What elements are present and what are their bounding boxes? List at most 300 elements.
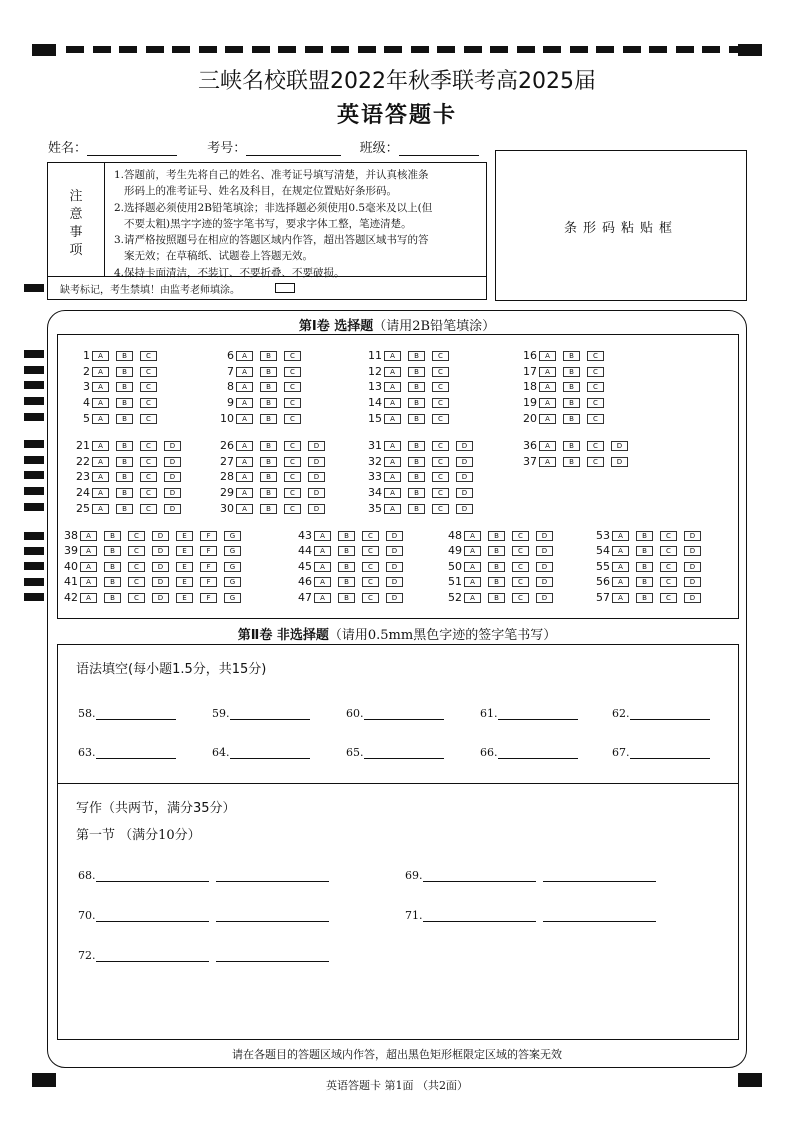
option-bubble[interactable]: C <box>587 441 604 451</box>
option-bubble[interactable]: G <box>224 593 241 603</box>
question-number: 51 <box>448 575 462 588</box>
option-bubble[interactable]: B <box>104 531 121 541</box>
option-bubble[interactable]: C <box>128 577 145 587</box>
option-bubble[interactable]: A <box>92 504 109 514</box>
blank-number: 58. <box>78 707 96 720</box>
grammar-blank <box>612 746 710 759</box>
option-bubble[interactable]: C <box>284 414 301 424</box>
question-number: 28 <box>220 470 234 483</box>
option-bubble[interactable]: D <box>164 488 181 498</box>
question-row <box>68 471 188 482</box>
option-bubble[interactable]: A <box>236 382 253 392</box>
option-bubble[interactable]: C <box>432 457 449 467</box>
answer-line[interactable] <box>630 748 710 759</box>
option-bubble[interactable]: D <box>684 577 701 587</box>
option-bubble[interactable]: B <box>563 367 580 377</box>
option-bubble[interactable]: A <box>92 367 109 377</box>
option-bubble[interactable]: C <box>660 593 677 603</box>
option-bubble[interactable]: C <box>587 351 604 361</box>
option-bubble[interactable]: D <box>684 531 701 541</box>
timing-dash <box>225 46 243 53</box>
option-bubble[interactable]: C <box>284 488 301 498</box>
option-bubble[interactable]: B <box>408 398 425 408</box>
option-bubble[interactable]: D <box>308 441 325 451</box>
option-bubble[interactable]: E <box>176 531 193 541</box>
option-bubble[interactable]: B <box>563 441 580 451</box>
option-bubble[interactable]: C <box>587 367 604 377</box>
option-bubble[interactable]: D <box>152 577 169 587</box>
timing-mark <box>24 284 44 292</box>
option-bubble[interactable]: A <box>384 488 401 498</box>
option-bubble[interactable]: C <box>432 414 449 424</box>
option-bubble[interactable]: A <box>236 441 253 451</box>
option-bubble[interactable]: C <box>362 577 379 587</box>
question-number: 27 <box>220 455 234 468</box>
question-number: 38 <box>64 529 78 542</box>
question-row <box>588 576 708 587</box>
option-bubble[interactable]: B <box>260 488 277 498</box>
option-bubble[interactable]: D <box>536 546 553 556</box>
option-bubble[interactable]: B <box>408 488 425 498</box>
option-bubble[interactable]: C <box>362 546 379 556</box>
option-bubble[interactable]: D <box>536 531 553 541</box>
option-bubble[interactable]: C <box>140 441 157 451</box>
option-bubble[interactable]: B <box>408 441 425 451</box>
option-bubble[interactable]: A <box>92 398 109 408</box>
option-bubble[interactable]: B <box>260 382 277 392</box>
option-bubble[interactable]: A <box>92 488 109 498</box>
option-bubble[interactable]: B <box>563 457 580 467</box>
answer-line[interactable] <box>230 709 310 720</box>
option-bubble[interactable]: D <box>386 593 403 603</box>
option-bubble[interactable]: C <box>432 382 449 392</box>
option-bubble[interactable]: A <box>384 504 401 514</box>
answer-line[interactable] <box>423 911 536 922</box>
option-bubble[interactable]: A <box>236 398 253 408</box>
option-bubble[interactable]: A <box>314 546 331 556</box>
option-bubble[interactable]: A <box>92 441 109 451</box>
option-bubble[interactable]: C <box>512 577 529 587</box>
option-bubble[interactable]: C <box>432 488 449 498</box>
option-bubble[interactable]: A <box>612 531 629 541</box>
option-bubble[interactable]: C <box>284 398 301 408</box>
option-bubble[interactable]: A <box>314 593 331 603</box>
timing-mark <box>24 562 44 570</box>
option-bubble[interactable]: B <box>260 504 277 514</box>
option-bubble[interactable]: C <box>284 367 301 377</box>
timing-mark <box>24 578 44 586</box>
answer-line[interactable] <box>96 748 176 759</box>
answer-line[interactable] <box>216 871 329 882</box>
option-bubble[interactable]: A <box>236 457 253 467</box>
option-bubble[interactable]: D <box>308 504 325 514</box>
option-bubble[interactable]: C <box>284 472 301 482</box>
option-bubble[interactable]: C <box>128 593 145 603</box>
option-bubble[interactable]: A <box>92 457 109 467</box>
question-row <box>515 366 611 377</box>
option-bubble[interactable]: B <box>116 488 133 498</box>
option-bubble[interactable]: A <box>539 351 556 361</box>
question-number: 52 <box>448 591 462 604</box>
notice-line: 1.答题前，考生先将自己的姓名、准考证号填写清楚，并认真核准条 <box>114 169 429 181</box>
missing-exam-checkbox[interactable] <box>275 283 295 293</box>
option-bubble[interactable]: A <box>539 441 556 451</box>
option-bubble[interactable]: A <box>539 457 556 467</box>
answer-line[interactable] <box>96 951 209 962</box>
timing-dash <box>358 46 376 53</box>
option-bubble[interactable]: A <box>92 472 109 482</box>
option-bubble[interactable]: C <box>284 382 301 392</box>
option-bubble[interactable]: D <box>456 472 473 482</box>
option-bubble[interactable]: C <box>432 351 449 361</box>
option-bubble[interactable]: A <box>314 577 331 587</box>
answer-line[interactable] <box>498 748 578 759</box>
option-bubble[interactable]: C <box>432 504 449 514</box>
option-bubble[interactable]: A <box>236 488 253 498</box>
timing-dash <box>384 46 402 53</box>
option-bubble[interactable]: A <box>384 398 401 408</box>
answer-line[interactable] <box>423 871 536 882</box>
option-bubble[interactable]: D <box>308 488 325 498</box>
option-bubble[interactable]: D <box>684 593 701 603</box>
option-bubble[interactable]: A <box>80 562 97 572</box>
option-bubble[interactable]: A <box>92 351 109 361</box>
option-bubble[interactable]: G <box>224 531 241 541</box>
option-bubble[interactable]: C <box>660 577 677 587</box>
option-bubble[interactable]: D <box>611 441 628 451</box>
option-bubble[interactable]: C <box>140 414 157 424</box>
option-bubble[interactable]: D <box>164 504 181 514</box>
option-bubble[interactable]: B <box>488 562 505 572</box>
timing-mark <box>24 471 44 479</box>
option-bubble[interactable]: C <box>660 562 677 572</box>
option-bubble[interactable]: B <box>260 367 277 377</box>
option-bubble[interactable]: A <box>314 562 331 572</box>
question-row <box>290 545 410 556</box>
option-bubble[interactable]: B <box>636 562 653 572</box>
option-bubble[interactable]: C <box>140 504 157 514</box>
option-bubble[interactable]: B <box>116 414 133 424</box>
option-bubble[interactable]: C <box>432 367 449 377</box>
blank-number: 72. <box>78 949 96 962</box>
option-bubble[interactable]: B <box>563 382 580 392</box>
option-bubble[interactable]: C <box>362 562 379 572</box>
option-bubble[interactable]: B <box>338 593 355 603</box>
option-bubble[interactable]: B <box>488 593 505 603</box>
option-bubble[interactable]: D <box>152 593 169 603</box>
timing-dash <box>93 46 111 53</box>
answer-line[interactable] <box>543 871 656 882</box>
option-bubble[interactable]: A <box>92 382 109 392</box>
option-bubble[interactable]: A <box>464 593 481 603</box>
option-bubble[interactable]: E <box>176 562 193 572</box>
option-bubble[interactable]: C <box>140 457 157 467</box>
option-bubble[interactable]: B <box>260 351 277 361</box>
question-row <box>360 503 480 514</box>
question-row <box>515 350 611 361</box>
option-bubble[interactable]: B <box>636 546 653 556</box>
option-bubble[interactable]: C <box>587 457 604 467</box>
option-bubble[interactable]: C <box>660 546 677 556</box>
timing-dash <box>676 46 694 53</box>
option-bubble[interactable]: D <box>164 457 181 467</box>
class-field[interactable] <box>399 141 479 156</box>
question-number: 29 <box>220 486 234 499</box>
answer-line[interactable] <box>630 709 710 720</box>
option-bubble[interactable]: B <box>636 577 653 587</box>
question-number: 21 <box>76 439 90 452</box>
option-bubble[interactable]: F <box>200 546 217 556</box>
option-bubble[interactable]: B <box>408 367 425 377</box>
option-bubble[interactable]: D <box>152 562 169 572</box>
option-bubble[interactable]: B <box>408 457 425 467</box>
question-number: 39 <box>64 544 78 557</box>
option-bubble[interactable]: C <box>284 457 301 467</box>
option-bubble[interactable]: G <box>224 562 241 572</box>
question-number: 13 <box>368 380 382 393</box>
option-bubble[interactable]: B <box>116 504 133 514</box>
option-bubble[interactable]: A <box>314 531 331 541</box>
blank-number: 64. <box>212 746 230 759</box>
option-bubble[interactable]: A <box>464 531 481 541</box>
question-number: 32 <box>368 455 382 468</box>
option-bubble[interactable]: C <box>140 488 157 498</box>
question-row <box>56 592 248 603</box>
question-number: 31 <box>368 439 382 452</box>
question-row <box>588 592 708 603</box>
option-bubble[interactable]: F <box>200 562 217 572</box>
option-bubble[interactable]: D <box>164 441 181 451</box>
question-row <box>515 397 611 408</box>
option-bubble[interactable]: B <box>408 382 425 392</box>
option-bubble[interactable]: E <box>176 593 193 603</box>
answer-line[interactable] <box>543 911 656 922</box>
option-bubble[interactable]: G <box>224 577 241 587</box>
option-bubble[interactable]: B <box>488 531 505 541</box>
option-bubble[interactable]: C <box>140 367 157 377</box>
option-bubble[interactable]: B <box>104 562 121 572</box>
option-bubble[interactable]: B <box>408 504 425 514</box>
question-row <box>212 366 308 377</box>
option-bubble[interactable]: B <box>563 398 580 408</box>
option-bubble[interactable]: B <box>260 398 277 408</box>
option-bubble[interactable]: B <box>116 398 133 408</box>
option-bubble[interactable]: D <box>152 531 169 541</box>
option-bubble[interactable]: A <box>384 351 401 361</box>
question-number: 26 <box>220 439 234 452</box>
option-bubble[interactable]: B <box>260 414 277 424</box>
option-bubble[interactable]: B <box>338 531 355 541</box>
option-bubble[interactable]: E <box>176 577 193 587</box>
timing-mark <box>24 487 44 495</box>
option-bubble[interactable]: B <box>116 472 133 482</box>
option-bubble[interactable]: C <box>362 593 379 603</box>
option-bubble[interactable]: C <box>362 531 379 541</box>
option-bubble[interactable]: C <box>140 398 157 408</box>
option-bubble[interactable]: E <box>176 546 193 556</box>
option-bubble[interactable]: B <box>260 472 277 482</box>
option-bubble[interactable]: A <box>464 562 481 572</box>
option-bubble[interactable]: B <box>116 382 133 392</box>
option-bubble[interactable]: C <box>660 531 677 541</box>
option-bubble[interactable]: C <box>140 351 157 361</box>
option-bubble[interactable]: C <box>284 441 301 451</box>
option-bubble[interactable]: D <box>456 441 473 451</box>
option-bubble[interactable]: B <box>563 351 580 361</box>
option-bubble[interactable]: A <box>612 562 629 572</box>
option-bubble[interactable]: B <box>104 546 121 556</box>
option-bubble[interactable]: C <box>587 382 604 392</box>
question-number: 8 <box>227 380 234 393</box>
option-bubble[interactable]: C <box>128 531 145 541</box>
option-bubble[interactable]: F <box>200 531 217 541</box>
option-bubble[interactable]: C <box>587 414 604 424</box>
option-bubble[interactable]: C <box>284 504 301 514</box>
option-bubble[interactable]: D <box>536 562 553 572</box>
question-row <box>515 456 635 467</box>
option-bubble[interactable]: A <box>539 398 556 408</box>
option-bubble[interactable]: A <box>464 546 481 556</box>
option-bubble[interactable]: D <box>164 472 181 482</box>
option-bubble[interactable]: G <box>224 546 241 556</box>
option-bubble[interactable]: D <box>456 457 473 467</box>
option-bubble[interactable]: C <box>432 441 449 451</box>
option-bubble[interactable]: B <box>116 441 133 451</box>
name-field[interactable] <box>87 141 177 156</box>
option-bubble[interactable]: B <box>104 577 121 587</box>
question-number: 33 <box>368 470 382 483</box>
question-number: 34 <box>368 486 382 499</box>
option-bubble[interactable]: D <box>386 577 403 587</box>
option-bubble[interactable]: A <box>80 546 97 556</box>
option-bubble[interactable]: C <box>128 562 145 572</box>
answer-line[interactable] <box>364 709 444 720</box>
option-bubble[interactable]: D <box>386 531 403 541</box>
answer-line[interactable] <box>96 871 209 882</box>
option-bubble[interactable]: B <box>408 351 425 361</box>
option-bubble[interactable]: A <box>384 441 401 451</box>
barcode-label: 条形码粘贴框 <box>563 221 678 236</box>
option-bubble[interactable]: D <box>386 562 403 572</box>
option-bubble[interactable]: B <box>636 593 653 603</box>
option-bubble[interactable]: D <box>308 472 325 482</box>
option-bubble[interactable]: D <box>386 546 403 556</box>
option-bubble[interactable]: A <box>384 414 401 424</box>
option-bubble[interactable]: B <box>488 577 505 587</box>
option-bubble[interactable]: A <box>384 457 401 467</box>
option-bubble[interactable]: D <box>152 546 169 556</box>
option-bubble[interactable]: C <box>140 472 157 482</box>
option-bubble[interactable]: C <box>587 398 604 408</box>
timing-dash <box>66 46 84 53</box>
option-bubble[interactable]: B <box>116 367 133 377</box>
option-bubble[interactable]: F <box>200 593 217 603</box>
option-bubble[interactable]: C <box>512 593 529 603</box>
answer-line[interactable] <box>96 911 209 922</box>
option-bubble[interactable]: B <box>488 546 505 556</box>
option-bubble[interactable]: A <box>384 367 401 377</box>
answer-line[interactable] <box>364 748 444 759</box>
option-bubble[interactable]: A <box>539 382 556 392</box>
option-bubble[interactable]: F <box>200 577 217 587</box>
option-bubble[interactable]: B <box>116 351 133 361</box>
option-bubble[interactable]: A <box>80 577 97 587</box>
option-bubble[interactable]: D <box>456 488 473 498</box>
question-row <box>440 530 560 541</box>
option-bubble[interactable]: A <box>612 546 629 556</box>
option-bubble[interactable]: D <box>684 562 701 572</box>
option-bubble[interactable]: D <box>308 457 325 467</box>
question-number: 16 <box>523 349 537 362</box>
timing-mark <box>24 440 44 448</box>
option-bubble[interactable]: C <box>512 562 529 572</box>
option-bubble[interactable]: A <box>612 593 629 603</box>
option-bubble[interactable]: B <box>338 562 355 572</box>
answer-line[interactable] <box>498 709 578 720</box>
question-number: 17 <box>523 365 537 378</box>
question-number: 5 <box>83 412 90 425</box>
option-bubble[interactable]: D <box>611 457 628 467</box>
question-number: 44 <box>298 544 312 557</box>
option-bubble[interactable]: B <box>116 457 133 467</box>
option-bubble[interactable]: B <box>104 593 121 603</box>
option-bubble[interactable]: A <box>236 472 253 482</box>
option-bubble[interactable]: D <box>684 546 701 556</box>
exam-no-field[interactable] <box>246 141 341 156</box>
option-bubble[interactable]: B <box>260 441 277 451</box>
option-bubble[interactable]: C <box>432 398 449 408</box>
option-bubble[interactable]: D <box>536 593 553 603</box>
option-bubble[interactable]: A <box>236 414 253 424</box>
option-bubble[interactable]: A <box>80 593 97 603</box>
option-bubble[interactable]: A <box>236 504 253 514</box>
option-bubble[interactable]: D <box>536 577 553 587</box>
option-bubble[interactable]: B <box>563 414 580 424</box>
option-bubble[interactable]: A <box>80 531 97 541</box>
option-bubble[interactable]: B <box>338 546 355 556</box>
question-row <box>515 440 635 451</box>
option-bubble[interactable]: A <box>612 577 629 587</box>
answer-line[interactable] <box>230 748 310 759</box>
option-bubble[interactable]: B <box>408 414 425 424</box>
option-bubble[interactable]: C <box>512 546 529 556</box>
option-bubble[interactable]: C <box>512 531 529 541</box>
option-bubble[interactable]: A <box>384 382 401 392</box>
timing-mark <box>24 350 44 358</box>
option-bubble[interactable]: B <box>636 531 653 541</box>
section1-title-main: 第Ⅰ卷 选择题 <box>298 319 374 334</box>
option-bubble[interactable]: C <box>140 382 157 392</box>
answer-line[interactable] <box>216 911 329 922</box>
option-bubble[interactable]: C <box>128 546 145 556</box>
option-bubble[interactable]: A <box>539 414 556 424</box>
option-bubble[interactable]: B <box>338 577 355 587</box>
option-bubble[interactable]: D <box>456 504 473 514</box>
option-bubble[interactable]: B <box>408 472 425 482</box>
notice-label-char: 注 <box>69 189 83 204</box>
option-bubble[interactable]: B <box>260 457 277 467</box>
option-bubble[interactable]: A <box>539 367 556 377</box>
option-bubble[interactable]: C <box>432 472 449 482</box>
option-bubble[interactable]: A <box>236 367 253 377</box>
answer-line[interactable] <box>96 709 176 720</box>
option-bubble[interactable]: A <box>464 577 481 587</box>
answer-line[interactable] <box>216 951 329 962</box>
option-bubble[interactable]: C <box>284 351 301 361</box>
option-bubble[interactable]: A <box>236 351 253 361</box>
option-bubble[interactable]: A <box>384 472 401 482</box>
option-bubble[interactable]: A <box>92 414 109 424</box>
